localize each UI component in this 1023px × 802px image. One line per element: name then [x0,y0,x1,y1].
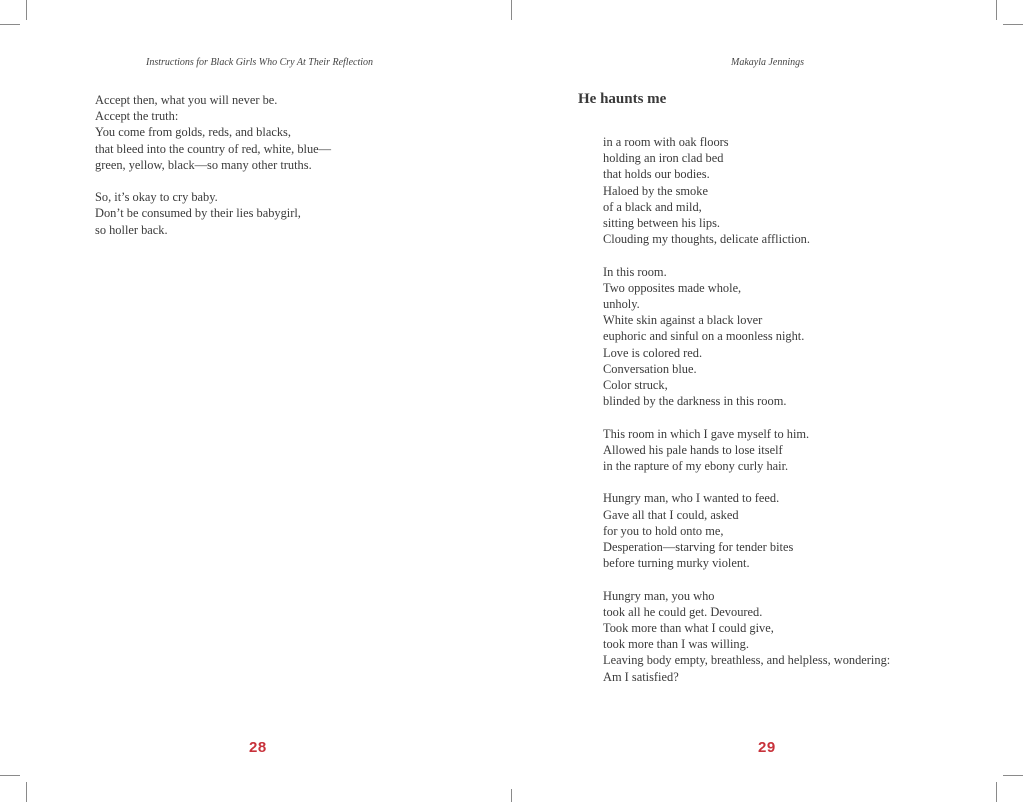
poem-line: Clouding my thoughts, delicate affliction. [603,232,810,247]
poem-line: White skin against a black lover [603,313,763,328]
right-running-head: Makayla Jennings [731,57,805,68]
crop-mark-top-left [0,24,20,25]
left-page-number: 28 [249,739,267,756]
poem-line: Took more than what I could give, [603,621,774,636]
poem-line: took more than I was willing. [603,637,749,652]
poem-line: Leaving body empty, breathless, and helpless, wondering: [603,653,891,668]
poem-line: Hungry man, who I wanted to feed. [603,491,780,506]
poem-line: Conversation blue. [603,361,697,376]
poem-line: In this room. [603,264,667,279]
poem-line: that bleed into the country of red, white, blue— [95,141,332,156]
poem-line: in the rapture of my ebony curly hair. [603,459,789,474]
crop-mark-bottom-right-vertical [996,782,997,802]
right-stanza-4 [603,490,890,571]
left-running-head: Instructions for Black Girls Who Cry At Their Reflection [146,57,374,68]
poem-line: blinded by the darkness in this room. [603,394,787,409]
poem-line: Allowed his pale hands to lose itself [603,442,783,457]
poem-line: took all he could get. Devoured. [603,604,763,619]
crop-mark-bottom-center [511,789,512,802]
right-stanza-1 [603,134,890,247]
poem-line: unholy. [603,297,640,312]
crop-mark-bottom-left-vertical [26,782,27,802]
crop-mark-top-right-vertical [996,0,997,20]
poem-line: Am I satisfied? [603,669,679,684]
poem-line: Accept then, what you will never be. [95,93,278,107]
crop-mark-top-right [1003,24,1023,25]
poem-line: Don’t be consumed by their lies babygirl, [95,206,301,221]
poem-line: So, it’s okay to cry baby. [95,190,218,205]
right-stanza-5 [603,588,890,685]
poem-line: so holler back. [95,222,168,237]
crop-mark-top-center [511,0,512,20]
poem-line: Desperation—starving for tender bites [603,540,794,555]
poem-line: This room in which I gave myself to him. [603,426,810,441]
right-stanza-3 [603,426,890,475]
poem-line: euphoric and sinful on a moonless night. [603,329,805,344]
left-stanza-1 [95,92,331,173]
poem-line: before turning murky violent. [603,556,750,571]
left-stanza-2 [95,189,331,238]
crop-mark-bottom-right [1003,775,1023,776]
poem-line: of a black and mild, [603,199,702,214]
poem-line: holding an iron clad bed [603,151,724,166]
poem-line: Accept the truth: [95,109,179,124]
poem-line: Haloed by the smoke [603,183,708,198]
poem-line: for you to hold onto me, [603,523,724,538]
poem-line: that holds our bodies. [603,167,710,182]
poem-line: Love is colored red. [603,345,703,360]
poem-title: He haunts me [578,91,667,107]
poem-line: Gave all that I could, asked [603,507,739,522]
crop-mark-bottom-left [0,775,20,776]
crop-mark-top-left-vertical [26,0,27,20]
poem-line: Two opposites made whole, [603,280,742,295]
poem-line: Color struck, [603,378,668,393]
poem-line: Hungry man, you who [603,588,715,603]
right-stanza-2 [603,264,890,410]
poem-line: green, yellow, black—so many other truths. [95,157,312,172]
right-page-text [603,134,890,701]
poem-line: You come from golds, reds, and blacks, [95,125,291,140]
left-page-text [95,92,331,254]
poem-line: sitting between his lips. [603,216,721,231]
poem-line: in a room with oak floors [603,135,729,149]
right-page-number: 29 [758,739,776,756]
